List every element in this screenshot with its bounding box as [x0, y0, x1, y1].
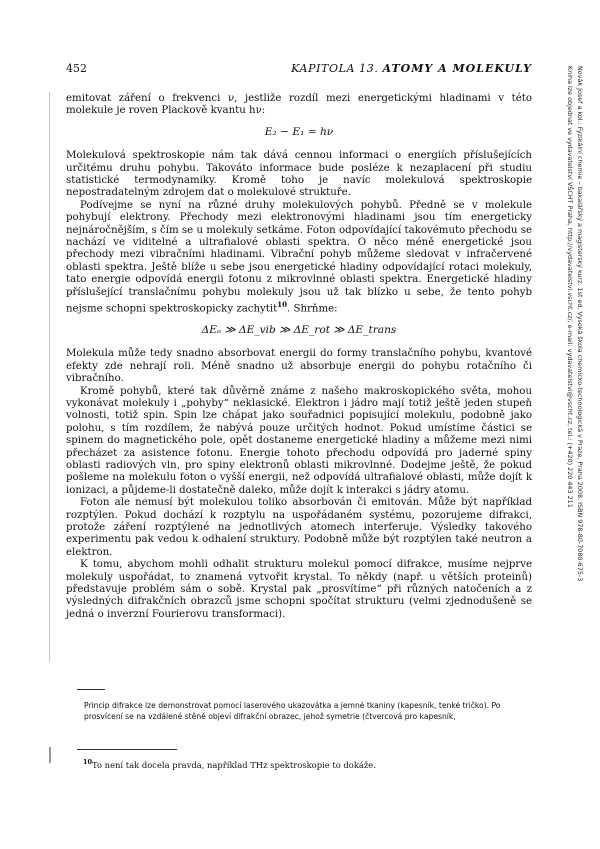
margin-note: Princip difrakce lze demonstrovat pomocí laserového ukazovátka a jemné tkaniny (kapesník, tenké tričko). Po prosvícení se na vzdálené stěně objeví difrakční obrazec, jehož symetrie (čtvercová pro kapesník,: [84, 701, 501, 722]
footnote: [83, 757, 533, 771]
paragraph-3-end: . Shrňme:: [287, 303, 338, 315]
page-number: 452: [66, 62, 87, 75]
margin-rule: [49, 92, 50, 662]
footnote-ref[interactable]: 10: [277, 300, 288, 310]
paragraph-4: Molekula může tedy snadno absorbovat energii do formy translačního pohybu, kvantové efekty zde nehrají roli. Méně snadno už absorbuje energii do pohybu rotačního či vibračního.: [66, 348, 532, 385]
equation-energy-ordering: ΔEₑ ≫ ΔE_vib ≫ ΔE_rot ≫ ΔE_trans: [201, 323, 397, 336]
page-header: [64, 62, 532, 76]
chapter-title: ATOMY A MOLEKULY: [382, 62, 532, 75]
side-citation-line-1: Novák Josef a kol.: Fyzikální chemie – bakalářský a magisterský kurz. 1st ed. Vysoká škola chemicko-technologická v Praze, Praha 2008. ISBN 978-80-7080-675-3: [576, 66, 584, 582]
paragraph-3: [66, 200, 532, 316]
paragraph-5: Kromě pohybů, které tak důvěrně známe z našeho makroskopického světa, mohou vykonávat molekuly i „pohyby“ neklasické. Elektron i jádro mají totiž ještě jeden stupeň volnosti, totiž spin. Spin lze chápat jako souřadnici popisující molekulu, podobně jako polohu, s tím rozdílem, že nabývá pouze určitých hodnot. Pokud umístíme částici se spinem do magnetického pole, opět dostaneme energetické hladiny a můžeme mezi nimi přecházet za asistence fotonu. Energie tohoto přechodu odpovídá pro jaderné spiny oblasti radiových vln, pro spiny elektronů oblasti mikrovlnné. Dodejme ještě, že pokud pošleme na molekulu foton o vyšší energii, než odpovídá ultrafialové oblasti, může dojít k ionizaci, a půjdeme-li dostatečně daleko, může dojít k interakci s jádry atomu.: [66, 385, 532, 496]
paragraph-2: Molekulová spektroskopie nám tak dává cennou informaci o energiích příslušejících určitému druhu pohybu. Takováto informace bude posléze k nezaplacení při studiu statistické termodynamiky. Kromě toho je navíc molekulová spektroskopie nepostradatelným zdrojem dat o molekulové struktuře.: [66, 150, 532, 199]
equation-energy-difference: E₂ − E₁ = hν: [264, 125, 334, 138]
footnote-number: 10: [83, 758, 93, 766]
footnote-rule: [77, 749, 177, 750]
paragraph-7: K tomu, abychom mohli odhalit strukturu molekul pomocí difrakce, musíme nejprve molekuly uspořádat, to znamená vytvořit krystal. To někdy (např. u větších proteinů) představuje problém sám o sobě. Krystal pak „prosvítíme“ při různých natočeních a z výsledných difrakčních obrazců jsme schopni spočítat strukturu (velmi zjednodušeně se jedná o inverzní Fourierovu transformaci).: [66, 559, 532, 620]
margin-mark: [49, 747, 51, 763]
chapter-heading: [291, 62, 532, 75]
side-citation-line-2: Kniha lze objednat ve vydavatelství VŠCHT Praha, http://vydavatelstvi.vscht.cz/, e-mail: vydavatelstvi@vscht.cz, tel.: (+420) 220 443 211: [566, 66, 574, 508]
main-text: [66, 93, 532, 621]
footnote-text: To není tak docela pravda, například THz spektroskopie to dokáže.: [92, 759, 376, 770]
chapter-prefix: KAPITOLA 13.: [291, 62, 379, 75]
side-citation: [565, 66, 585, 626]
caption-rule: [77, 689, 105, 690]
paragraph-1: emitovat záření o frekvenci ν, jestliže rozdíl mezi energetickými hladinami v této molekule je roven Plackově kvantu hν:: [66, 93, 532, 117]
paragraph-6: Foton ale nemusí být molekulou toliko absorbován či emitován. Může být například rozptýlen. Pokud dochází k rozptylu na uspořádaném systému, pozorujeme difrakci, protože záření rozptýlené na jednotlivých atomech interferuje. Výsledky takového experimentu pak vedou k odhalení struktury. Podobně může být rozptýlen také neutron a elektron.: [66, 497, 532, 558]
paragraph-3-text: Podívejme se nyní na různé druhy molekulových pohybů. Předně se v molekule pohybují elektrony. Přechody mezi elektronovými hladinami jsou tím energeticky nejnáročnějším, s čím se u molekuly setkáme. Foton odpovídající takovémuto přechodu se nachází ve viditelné a ultrafialové oblasti spektra. O něco méně energetické jsou přechody mezi vibračními hladinami. Vibrační pohyb můžeme sledovat v infračervené oblasti spektra. Ještě blíže u sebe jsou energetické hladiny odpovídající rotaci molekuly, tato energie odpovídá energii fotonu z mikrovlnné oblasti spektra. Energetické hladiny příslušející translačnímu pohybu molekuly jsou už tak blízko u sebe, že tento pohyb nejsme schopni spektroskopicky zachytit: [66, 199, 532, 315]
